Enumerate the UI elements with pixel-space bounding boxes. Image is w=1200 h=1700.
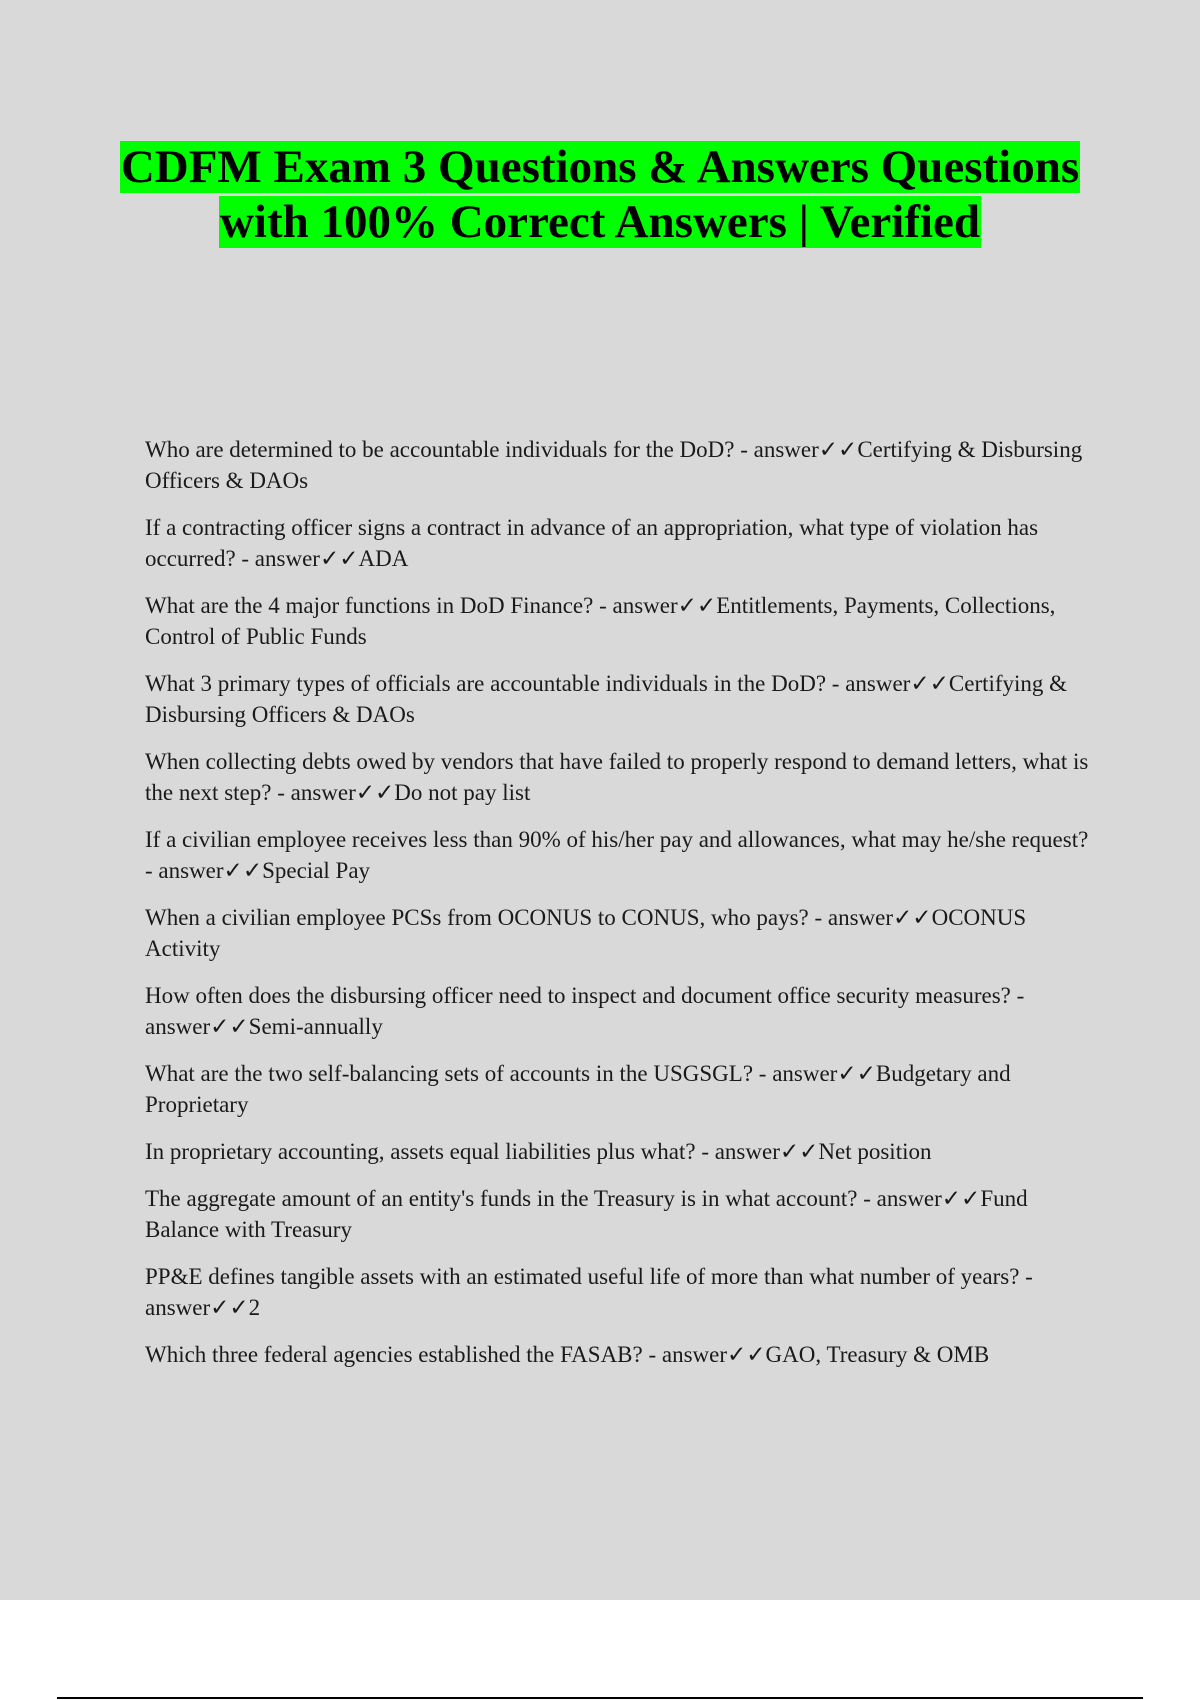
qa-item: When collecting debts owed by vendors that have failed to properly respond to demand letters, what is the next step? - answer✓✓Do not pay list	[145, 749, 1089, 805]
qa-item: The aggregate amount of an entity's funds in the Treasury is in what account? - answer✓✓Fund Balance with Treasury	[145, 1186, 1028, 1242]
qa-item: Which three federal agencies established the FASAB? - answer✓✓GAO, Treasury & OMB	[145, 1342, 990, 1367]
title-block	[100, 140, 1100, 250]
document-title: CDFM Exam 3 Questions & Answers Questions with 100% Correct Answers | Verified	[120, 141, 1080, 248]
qa-item: PP&E defines tangible assets with an estimated useful life of more than what number of years? - answer✓✓2	[145, 1264, 1033, 1320]
qa-item: If a civilian employee receives less than 90% of his/her pay and allowances, what may he/she request? - answer✓✓Special Pay	[145, 827, 1089, 883]
qa-item: What are the 4 major functions in DoD Finance? - answer✓✓Entitlements, Payments, Collections, Control of Public Funds	[145, 593, 1056, 649]
qa-item: If a contracting officer signs a contract in advance of an appropriation, what type of violation has occurred? - answer✓✓ADA	[145, 515, 1039, 571]
qa-item: What 3 primary types of officials are accountable individuals in the DoD? - answer✓✓Certifying & Disbursing Officers & DAOs	[145, 671, 1068, 727]
qa-item: In proprietary accounting, assets equal liabilities plus what? - answer✓✓Net position	[145, 1139, 932, 1164]
qa-item: Who are determined to be accountable individuals for the DoD? - answer✓✓Certifying & Disbursing Officers & DAOs	[145, 437, 1083, 493]
qa-item: When a civilian employee PCSs from OCONUS to CONUS, who pays? - answer✓✓OCONUS Activity	[145, 905, 1027, 961]
qa-item: How often does the disbursing officer need to inspect and document office security measures? - answer✓✓Semi-annually	[145, 983, 1025, 1039]
footer-divider	[57, 1697, 1143, 1699]
qa-item: What are the two self-balancing sets of accounts in the USGSGL? - answer✓✓Budgetary and Proprietary	[145, 1061, 1011, 1117]
qa-list	[145, 434, 1090, 1386]
